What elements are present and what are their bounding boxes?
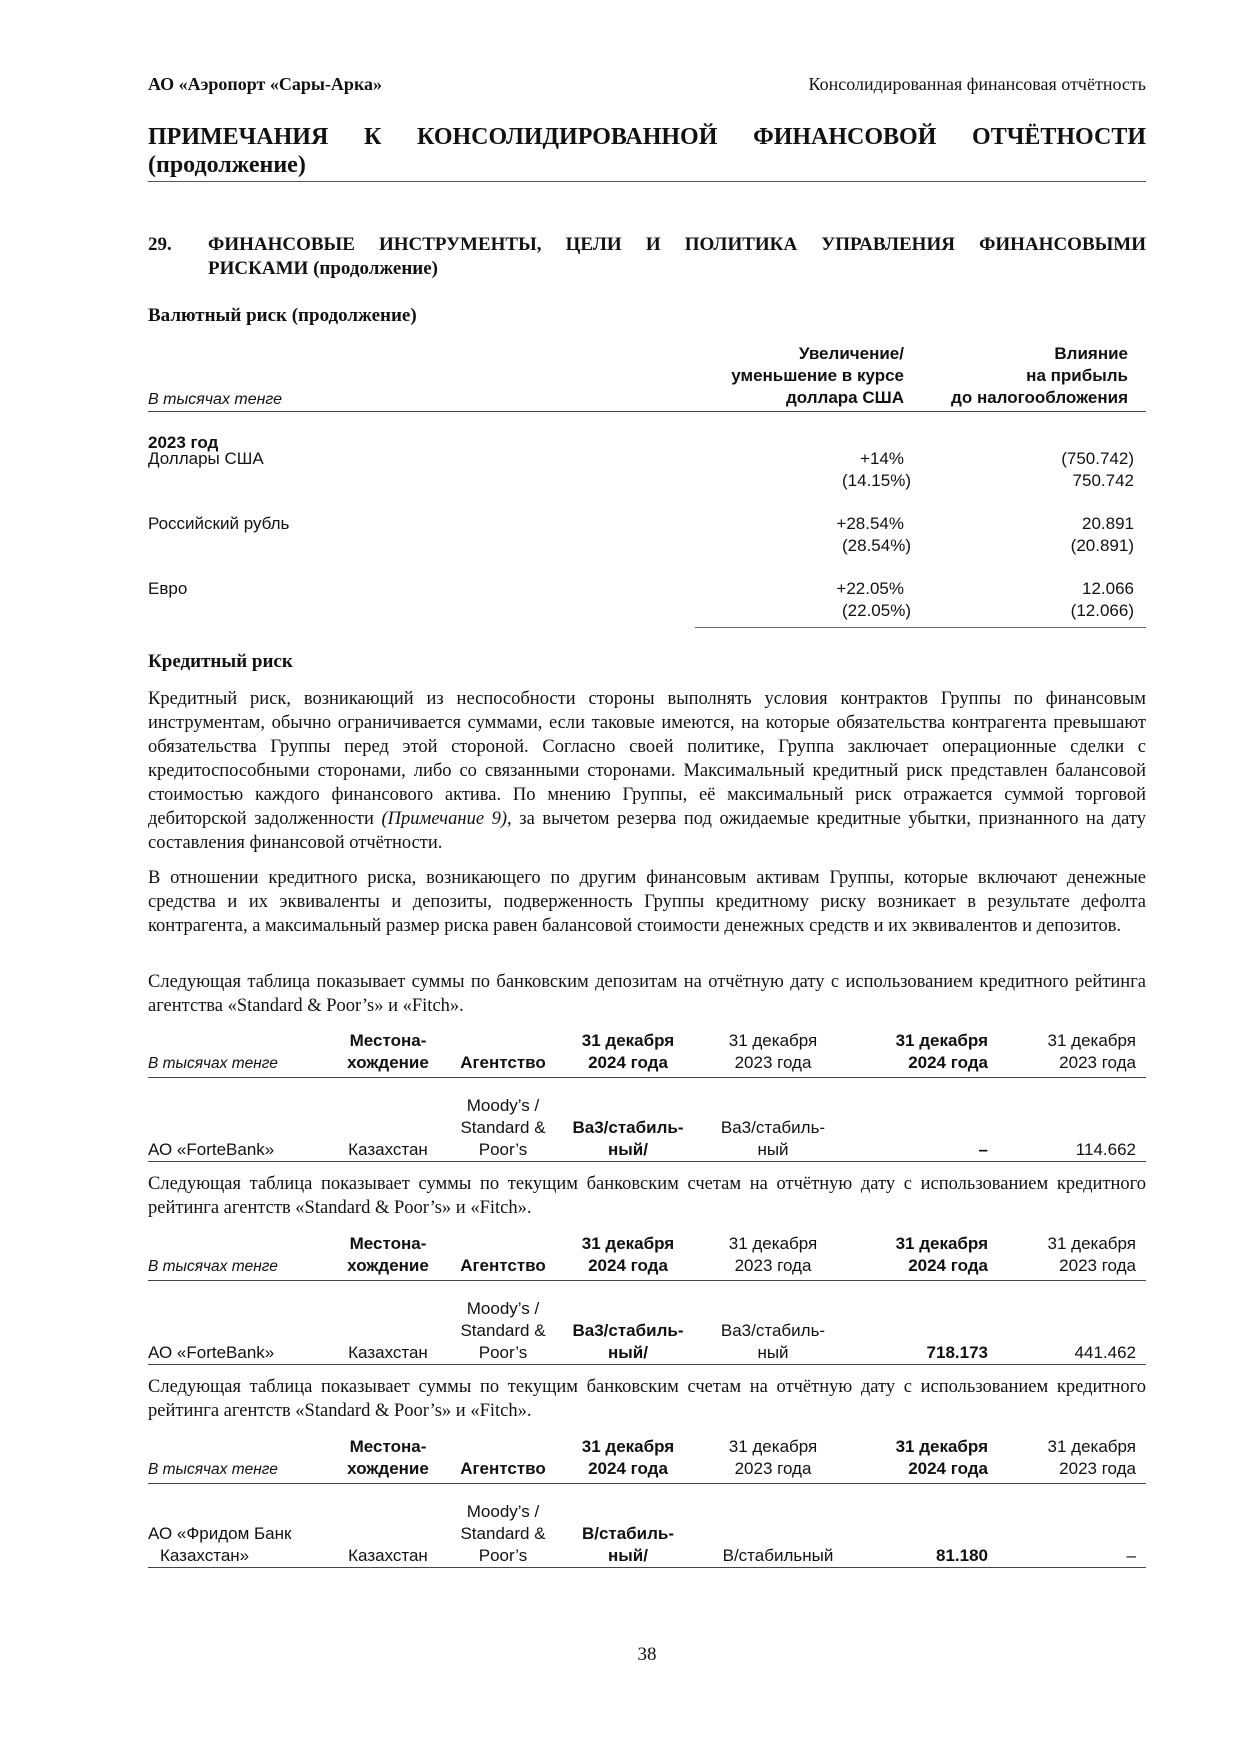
- section-word: И: [645, 234, 661, 255]
- section-title-line-1: [208, 233, 1146, 256]
- amount-2024-header: 31 декабря 2024 года: [895, 1234, 988, 1275]
- effect-on-decrease: 750.742: [1072, 471, 1134, 490]
- unit-label: В тысячах тенге: [148, 1258, 278, 1275]
- agency-header: Агентство: [460, 1256, 546, 1275]
- rating-2023: Ba3/стабиль- ный: [720, 1118, 826, 1159]
- rating-2024-header: 31 декабря 2024 года: [581, 1031, 675, 1072]
- section-word: ИНСТРУМЕНТЫ,: [378, 234, 542, 255]
- title-word: ПРИМЕЧАНИЯ: [148, 124, 329, 150]
- section-word: УПРАВЛЕНИЯ: [821, 234, 955, 255]
- title-divider: [148, 181, 1146, 182]
- effect-on-increase: 20.891: [1082, 514, 1134, 533]
- rate-decrease: (14.15%): [842, 471, 911, 490]
- table-end-rule: [148, 1364, 1146, 1365]
- title-word: ФИНАНСОВОЙ: [753, 124, 937, 150]
- rate-change-header: Увеличение/ уменьшение в курсе доллара США: [731, 344, 904, 407]
- section-word: ЦЕЛИ: [565, 234, 622, 255]
- effect-on-decrease: (20.891): [1070, 536, 1134, 555]
- current-accounts-table-1: [148, 1233, 1146, 1363]
- rating-2023: Ba3/стабиль- ный: [720, 1321, 826, 1362]
- amount-2023: –: [1126, 1546, 1136, 1565]
- accounts-intro-1: Следующая таблица показывает суммы по текущим банковским счетам на отчётную дату с использованием кредитного рейтинга агентств «Standard & Poor’s» и «Fitch».: [148, 1174, 1146, 1218]
- deposits-table: [148, 1030, 1146, 1160]
- rate-decrease: (28.54%): [842, 536, 911, 555]
- title-word: К: [363, 124, 382, 150]
- credit-risk-paragraph-1: Кредитный риск, возникающий из неспособности стороны выполнять условия контрактов Группы по финансовым инструментам, обычно ограничивается суммами, если таковые имеются, на которые обязательства контрагента превышают обязательства Группы перед этой стороной. Согласно своей политике, Группа заключает операционные сделки с кредитоспособными сторонами, либо со связанными сторонами. Максимальный кредитный риск представлен балансовой стоимостью каждого финансового актива. По мнению Группы, её максимальный риск отражается суммой торговой дебиторской задолженности (Примечание 9), за вычетом резерва под ожидаемые кредитные убытки, признанного на дату составления финансовой отчётности.: [148, 689, 1146, 853]
- rating-2023: B/стабильный: [722, 1546, 834, 1565]
- effect-on-increase: 12.066: [1082, 579, 1134, 598]
- document-type: Консолидированная финансовая отчётность: [808, 74, 1146, 94]
- rating-2024: Ba3/стабиль- ный/: [572, 1118, 684, 1159]
- bank-location: Казахстан: [348, 1343, 428, 1362]
- table-rule: [148, 1483, 1146, 1484]
- unit-label: В тысячах тенге: [148, 1461, 278, 1478]
- rating-2024-header: 31 декабря 2024 года: [581, 1234, 675, 1275]
- currency-table-header: [148, 343, 1146, 409]
- amount-2023: 441.462: [1074, 1343, 1136, 1362]
- amount-2023: 114.662: [1075, 1140, 1136, 1159]
- rating-agency: Moody’s / Standard & Poor’s: [460, 1299, 546, 1362]
- bank-location: Казахстан: [348, 1140, 428, 1159]
- credit-risk-heading: Кредитный риск: [148, 651, 293, 672]
- deposits-intro: Следующая таблица показывает суммы по банковским депозитам на отчётную дату с использованием кредитного рейтинга агентства «Standard & Poor’s» и «Fitch».: [148, 972, 1146, 1016]
- rate-increase: +28.54%: [836, 514, 904, 533]
- section-number: 29.: [148, 234, 172, 255]
- agency-header: Агентство: [460, 1053, 546, 1072]
- title-word: КОНСОЛИДИРОВАННОЙ: [417, 124, 718, 150]
- location-header: Местона- хождение: [347, 1234, 429, 1275]
- credit-risk-paragraph-2: В отношении кредитного риска, возникающего по другим финансовым активам Группы, которые включают денежные средства и их эквиваленты и депозиты, подверженность Группы кредитному риску возникает в результате дефолта контрагента, а максимальный размер риска равен балансовой стоимости денежных средств и их эквивалентов и депозитов.: [148, 868, 1146, 936]
- section-title-line-2: РИСКАМИ (продолжение): [208, 258, 438, 279]
- rating-2024: B/стабиль- ный/: [581, 1524, 675, 1565]
- company-name: АО «Аэропорт «Сары-Арка»: [148, 74, 383, 94]
- currency-name: Доллары США: [148, 449, 264, 468]
- effect-on-decrease: (12.066): [1070, 601, 1134, 620]
- accounts-intro-2: Следующая таблица показывает суммы по текущим банковским счетам на отчётную дату с использованием кредитного рейтинга агентств «Standard & Poor’s» и «Fitch».: [148, 1377, 1146, 1421]
- amount-2023-header: 31 декабря 2023 года: [1047, 1031, 1136, 1072]
- page-title: [148, 123, 1146, 179]
- amount-2023-header: 31 декабря 2023 года: [1047, 1234, 1136, 1275]
- rating-2023-header: 31 декабря 2023 года: [728, 1437, 818, 1478]
- bank-location: Казахстан: [348, 1546, 428, 1565]
- current-accounts-table-2: [148, 1436, 1146, 1566]
- section-word: ФИНАНСОВЫМИ: [979, 234, 1146, 255]
- table-rule: [148, 411, 1146, 412]
- unit-label: В тысячах тенге: [148, 391, 283, 408]
- amount-2024-header: 31 декабря 2024 года: [895, 1031, 988, 1072]
- agency-header: Агентство: [460, 1459, 546, 1478]
- document-page: [148, 0, 1146, 1754]
- note-reference: (Примечание 9): [381, 809, 508, 829]
- amount-2024: –: [978, 1140, 988, 1159]
- unit-label: В тысячах тенге: [148, 1055, 278, 1072]
- year-label: 2023 год: [148, 433, 219, 452]
- rating-2023-header: 31 декабря 2023 года: [728, 1031, 818, 1072]
- rate-decrease: (22.05%): [842, 601, 911, 620]
- bank-name: АО «Фридом Банк Казахстан»: [148, 1524, 292, 1565]
- amount-2024: 81.180: [936, 1546, 988, 1565]
- table-end-rule: [695, 627, 1146, 628]
- table-end-rule: [148, 1567, 1146, 1568]
- rating-2024-header: 31 декабря 2024 года: [581, 1437, 675, 1478]
- amount-2024-header: 31 декабря 2024 года: [895, 1437, 988, 1478]
- amount-2024: 718.173: [926, 1343, 988, 1362]
- table-end-rule: [148, 1161, 1146, 1162]
- title-word: ОТЧЁТНОСТИ: [972, 124, 1146, 150]
- currency-risk-heading: Валютный риск (продолжение): [148, 305, 417, 326]
- bank-name: АО «ForteBank»: [148, 1140, 275, 1159]
- table-rule: [148, 1077, 1146, 1078]
- currency-name: Евро: [148, 579, 188, 598]
- location-header: Местона- хождение: [347, 1437, 429, 1478]
- rate-increase: +14%: [860, 449, 904, 468]
- rating-agency: Moody’s / Standard & Poor’s: [460, 1096, 546, 1159]
- profit-effect-header: Влияние на прибыль до налогообложения: [951, 344, 1128, 407]
- rate-increase: +22.05%: [836, 579, 904, 598]
- rating-agency: Moody’s / Standard & Poor’s: [460, 1502, 546, 1565]
- title-continued: (продолжение): [148, 152, 306, 178]
- section-word: ПОЛИТИКА: [684, 234, 798, 255]
- effect-on-increase: (750.742): [1061, 449, 1134, 468]
- section-word: ФИНАНСОВЫЕ: [208, 234, 355, 255]
- rating-2023-header: 31 декабря 2023 года: [728, 1234, 818, 1275]
- location-header: Местона- хождение: [347, 1031, 429, 1072]
- rating-2024: Ba3/стабиль- ный/: [572, 1321, 684, 1362]
- currency-name: Российский рубль: [148, 514, 290, 533]
- amount-2023-header: 31 декабря 2023 года: [1047, 1437, 1136, 1478]
- bank-name: АО «ForteBank»: [148, 1343, 275, 1362]
- title-line-1: [148, 123, 1146, 151]
- table-rule: [148, 1280, 1146, 1281]
- page-number: 38: [637, 1644, 657, 1665]
